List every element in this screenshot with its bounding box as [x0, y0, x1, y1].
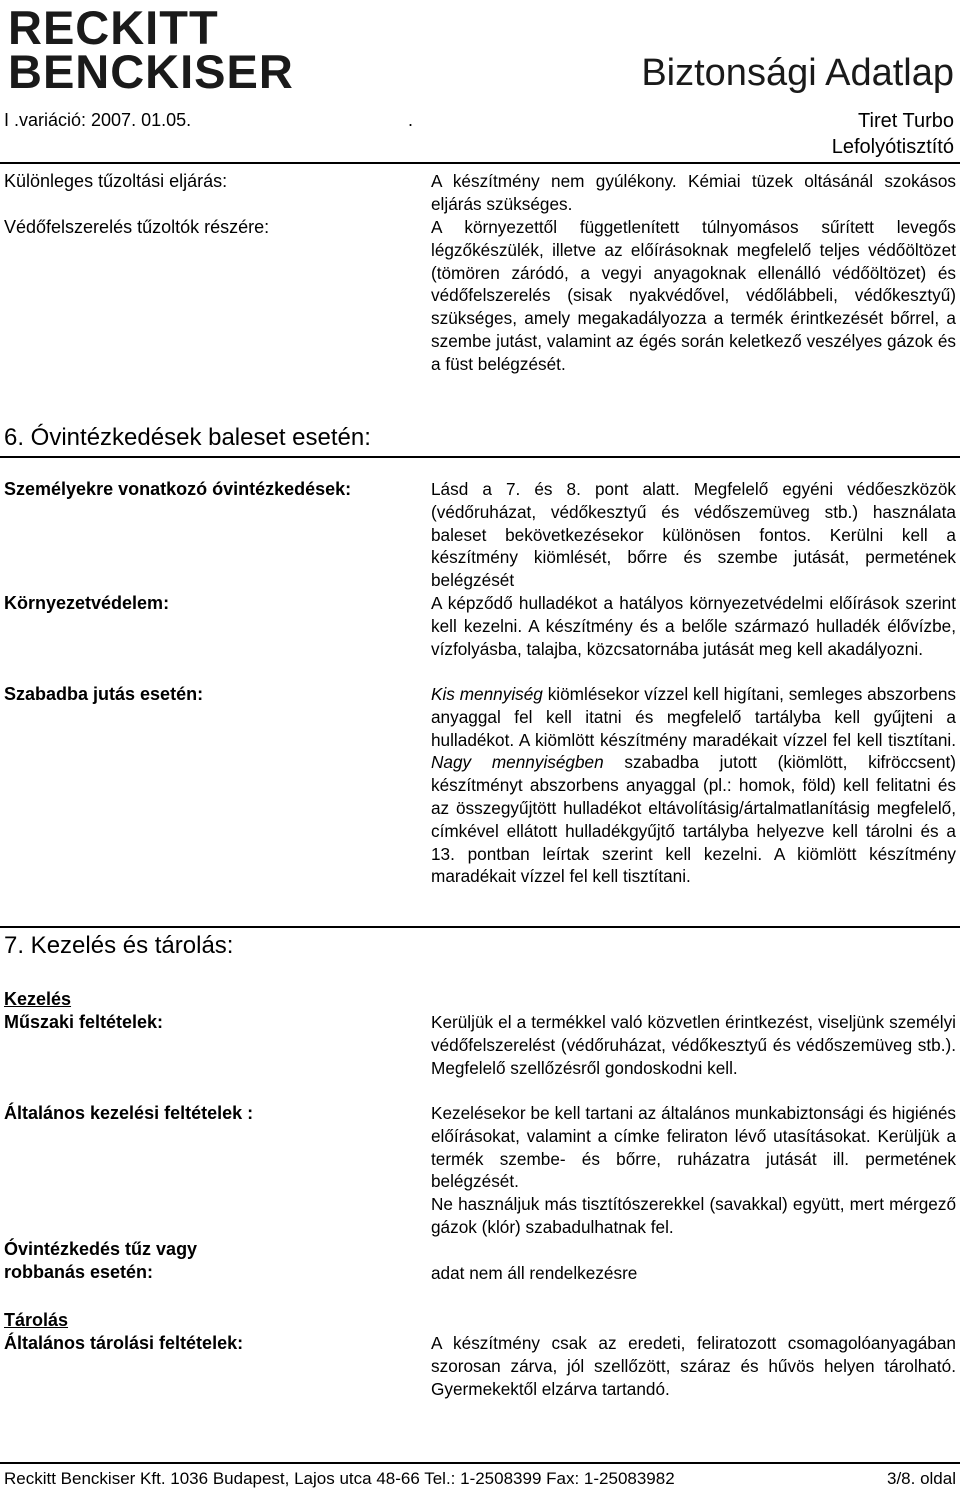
- product-name: Tiret Turbo: [858, 110, 954, 132]
- storage-conditions-label: Általános tárolási feltételek:: [4, 1333, 244, 1353]
- large-quantity-emphasis: Nagy mennyiségben: [431, 752, 604, 773]
- logo-line-1: RECKITT: [8, 1, 219, 54]
- document-title: Biztonsági Adatlap: [641, 52, 954, 94]
- company-logo: [8, 1, 294, 102]
- release-text: [431, 683, 956, 888]
- section-7-divider: [0, 926, 960, 928]
- release-text-part-1: kiömlésekor vízzel kell higítani, semleges abszorbens anyaggal fel kell itatni és megfelelő tartályba kell gyűjteni a hulladékot. A kiömlött készítmény maradékait vízzel fel kell tisztítani.: [431, 684, 956, 750]
- handling-heading: Kezelés: [4, 989, 72, 1009]
- personal-precautions-label: Személyekre vonatkozó óvintézkedések:: [4, 479, 352, 499]
- footer-divider: [0, 1462, 960, 1464]
- general-handling-text: [431, 1102, 956, 1239]
- header-separator: .: [408, 110, 414, 130]
- header-divider: [0, 162, 960, 164]
- environment-text: A képződő hulladékot a hatályos környezetvédelmi előírások szerint kell kezelni. A készítmény és a belőle származó hulladék élővízbe, vízfolyásba, talajba, közcsatornába jutását meg kell akadályozni.: [431, 593, 956, 659]
- footer-company: Reckitt Benckiser Kft. 1036 Budapest, Lajos utca 48-66 Tel.: 1-2508399 Fax: 1-25083982: [4, 1469, 675, 1488]
- fire-explosion-label: [4, 1238, 197, 1284]
- firefighter-equipment-text: A környezettől függetlenített túlnyomásos sűrített levegős légzőkészülék, illetve az előírásoknak megfelelő teljes védőöltözet (tömören záródó, a vegyi anyagoknak ellenálló védőöltözet) és védőfelszerelés (sisak nyakvédővel, védőlábbeli, védőkesztyű) szükséges, amely megakadályozza a termék érintkezését bőrrel, a szembe jutást, valamint az égés során keletkező veszélyes gázok és a füst belégzését.: [431, 217, 956, 374]
- technical-conditions-text: Kerüljük el a termékkel való közvetlen érintkezést, viseljünk személyi védőfelszerelést (védőruházat, védőkesztyű és védőszemüveg stb.). Megfelelő szellőzésről gondoskodni kell.: [431, 1012, 956, 1078]
- small-quantity-emphasis: Kis mennyiség: [431, 684, 543, 704]
- section-6-heading: 6. Óvintézkedések baleset esetén:: [4, 424, 371, 451]
- release-label: Szabadba jutás esetén:: [4, 684, 204, 704]
- footer: [4, 1469, 956, 1489]
- technical-conditions-label: Műszaki feltételek:: [4, 1012, 164, 1032]
- fire-explosion-label-line-1: Óvintézkedés tűz vagy: [4, 1239, 198, 1259]
- personal-precautions-text: Lásd a 7. és 8. pont alatt. Megfelelő egyéni védőeszközök (védőruházat, védőkesztyű és védőszemüveg stb.) használata baleset bekövetkezésekor különösen fontos. Kerülni kell a készítmény kiömlését, bőrre és szembe jutását, permetének belégzését: [431, 479, 956, 591]
- product-type: Lefolyótisztító: [831, 136, 954, 158]
- firefighter-equipment-label: Védőfelszerelés tűzoltók részére:: [4, 217, 270, 237]
- fire-explosion-text: adat nem áll rendelkezésre: [431, 1263, 638, 1283]
- general-handling-text-2: Ne használjuk más tisztítószerekkel (savakkal) együtt, mert mérgező gázok (klór) szabadulhatnak fel.: [431, 1194, 956, 1237]
- environment-label: Környezetvédelem:: [4, 593, 170, 613]
- special-firefighting-text: A készítmény nem gyúlékony. Kémiai tüzek oltásánál szokásos eljárás szükséges.: [431, 171, 956, 214]
- release-text-part-2: szabadba jutott (kiömlött, kifröccsent) készítményt abszorbens anyaggal (pl.: homok, föld) kell felitatni és az összegyűjtött hulladékot eltávolításig/ártalmatlanításig megfelelő, címkével ellátott hulladékgyűjtő tartályba helyezve kell tárolni és a 13. pontban leírtak szerint kell kezelni. A kiömlött készítmény maradékait vízzel fel kell tisztítani.: [431, 752, 956, 887]
- fire-explosion-label-line-2: robbanás esetén:: [4, 1262, 154, 1282]
- general-handling-label: Általános kezelési feltételek :: [4, 1103, 254, 1123]
- footer-page-number: 3/8. oldal: [887, 1469, 956, 1488]
- section-7-heading: 7. Kezelés és tárolás:: [4, 932, 234, 959]
- storage-heading: Tárolás: [4, 1310, 69, 1330]
- storage-conditions-text: A készítmény csak az eredeti, feliratozott csomagolóanyagában szorosan zárva, jól szellőzött, száraz és hűvös helyen tárolható. Gyermekektől elzárva tartandó.: [431, 1333, 956, 1399]
- section-6-divider: [0, 456, 960, 458]
- special-firefighting-label: Különleges tűzoltási eljárás:: [4, 171, 228, 191]
- logo-line-2: BENCKISER: [8, 45, 294, 98]
- variant-date: I .variáció: 2007. 01.05.: [4, 110, 192, 130]
- general-handling-text-1: Kezelésekor be kell tartani az általános munkabiztonsági és higiénés előírásokat, valamint a címke feliraton lévő utasításokat. Kerüljük a termék szembe- és bőrre, ruházatra jutását ill. permetének belégzését.: [431, 1103, 956, 1192]
